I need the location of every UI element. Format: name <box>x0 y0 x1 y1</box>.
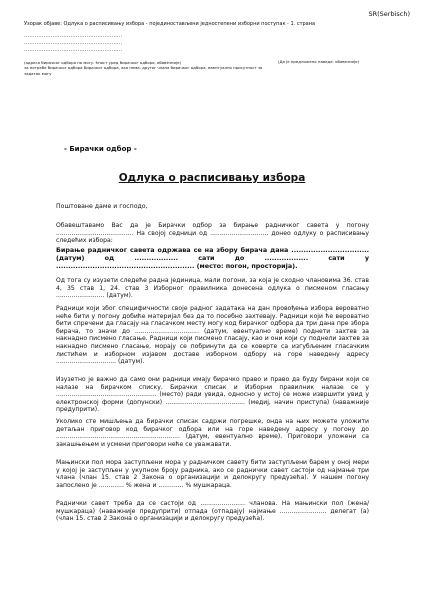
address-note-right: (Да је предложено наведе. обавезније) <box>278 59 360 64</box>
address-line: ....................................................... <box>24 47 123 53</box>
address-lines <box>24 33 122 54</box>
paragraph: Изузетно је важно да само они радници имају бирачко право и право да буду бирани који се налазе на бирачком списку. Бирачки списак и Изборни правилник налазе се у .................................................... (место) ради увида, односно у истој се може извршити увид у електронској форми (допунски) ......................................... (медиј, начин приступа) (наважније предуприти). <box>56 376 369 414</box>
paragraph: Уколико сте мишљења да бирачки списак садржи погрешке, онда на њих можете уложити детаљан приговор код бирачког одбора или на горе наведену адресу у погону до ................................................................ (датум, евентуално време). Приговори уложени са закашњењем и усмени приговори неће се уважавати. <box>56 418 369 448</box>
paragraph: Од тога су изузети следеће радна јединица, мали погони, за која је сходно члановима 36. став 4, 35 став 1, 24. став 3 Изборног правилника донесена одлука о писменом гласању ......................... (датум). <box>56 277 369 300</box>
section-heading: - Бирачки одбор - <box>64 145 137 153</box>
paragraph-election-details: Бирање радничког савета одржава се на збору бирача дана ................................ (датум) од .................. сати до .................. сати у ......................................................... (место: погон, просторија). <box>56 246 369 271</box>
paragraph: Раднички савет треба да се састоји од ....................... чланова. На мањински пол (жена/мушкараца) (наважније предуприти) отпада (отпадају) најмање ........................ делегат (а) (члан 15. став 2 Закона о организацији и делокругу предузећа). <box>56 500 369 523</box>
salutation: Поштоване даме и господо, <box>56 203 148 210</box>
language-tag: SR(Serbisch) <box>368 10 410 18</box>
paragraph: Мањински пол мора заступљени мора у радничком савету бити заступљени барем у оној мери у којој је заступљен у укупном броју радника, ако се раднички савет састоји од најмање три члана (члан 15. став 2 Закона о организацији и делокругу предузећа). У нашем погону запослено је ............. % жена и ............. % мушкараца. <box>56 459 369 489</box>
document-header: Узорак објаве: Одлука о расписивању избора - појединостављени једностепени изборни поступак - 1. страна <box>24 21 316 27</box>
address-line: ....................................................... <box>24 40 123 46</box>
address-note: (адреса бирачког одбора по могу. ћност уред бирачког одбора, обавезније) за потребе бирачког одбора бирачког одбора, ако нема. другог члана бирачког одбора, евентуално присутност за задатак могу <box>24 60 263 76</box>
paragraph: Радници који због специфичности своје радног задатака на дан провођења избора вероватно неће бити у погону добиће материјал без да то посебно захтевају. Радници који ће вероватно бити спречени да гласају на гласачком месту могу код бирачког одбора да три дана пре збора бирача, то значи до ................................. (датум, евентуално време) поднети захтев за накнадно писмено гласање. Радници који писмено гласају, као и они који су поднели захтев за накнадно писмено гласање, морају се побринути да се коверте са изгубљеним гласачким листићем и изборном изјавом доставе изборном одбору на горе наведену адресу ............................... (датум). <box>56 305 369 366</box>
document-title: Одлука о расписивању избора <box>118 172 306 184</box>
address-line: ....................................................... <box>24 33 123 39</box>
paragraph: Обавештавамо Вас да је Бирачки одбор за бирање радничког савета у погону ........................................ На својој седници од .............................. донео одлуку о расписивању следећих избора: <box>56 222 369 245</box>
